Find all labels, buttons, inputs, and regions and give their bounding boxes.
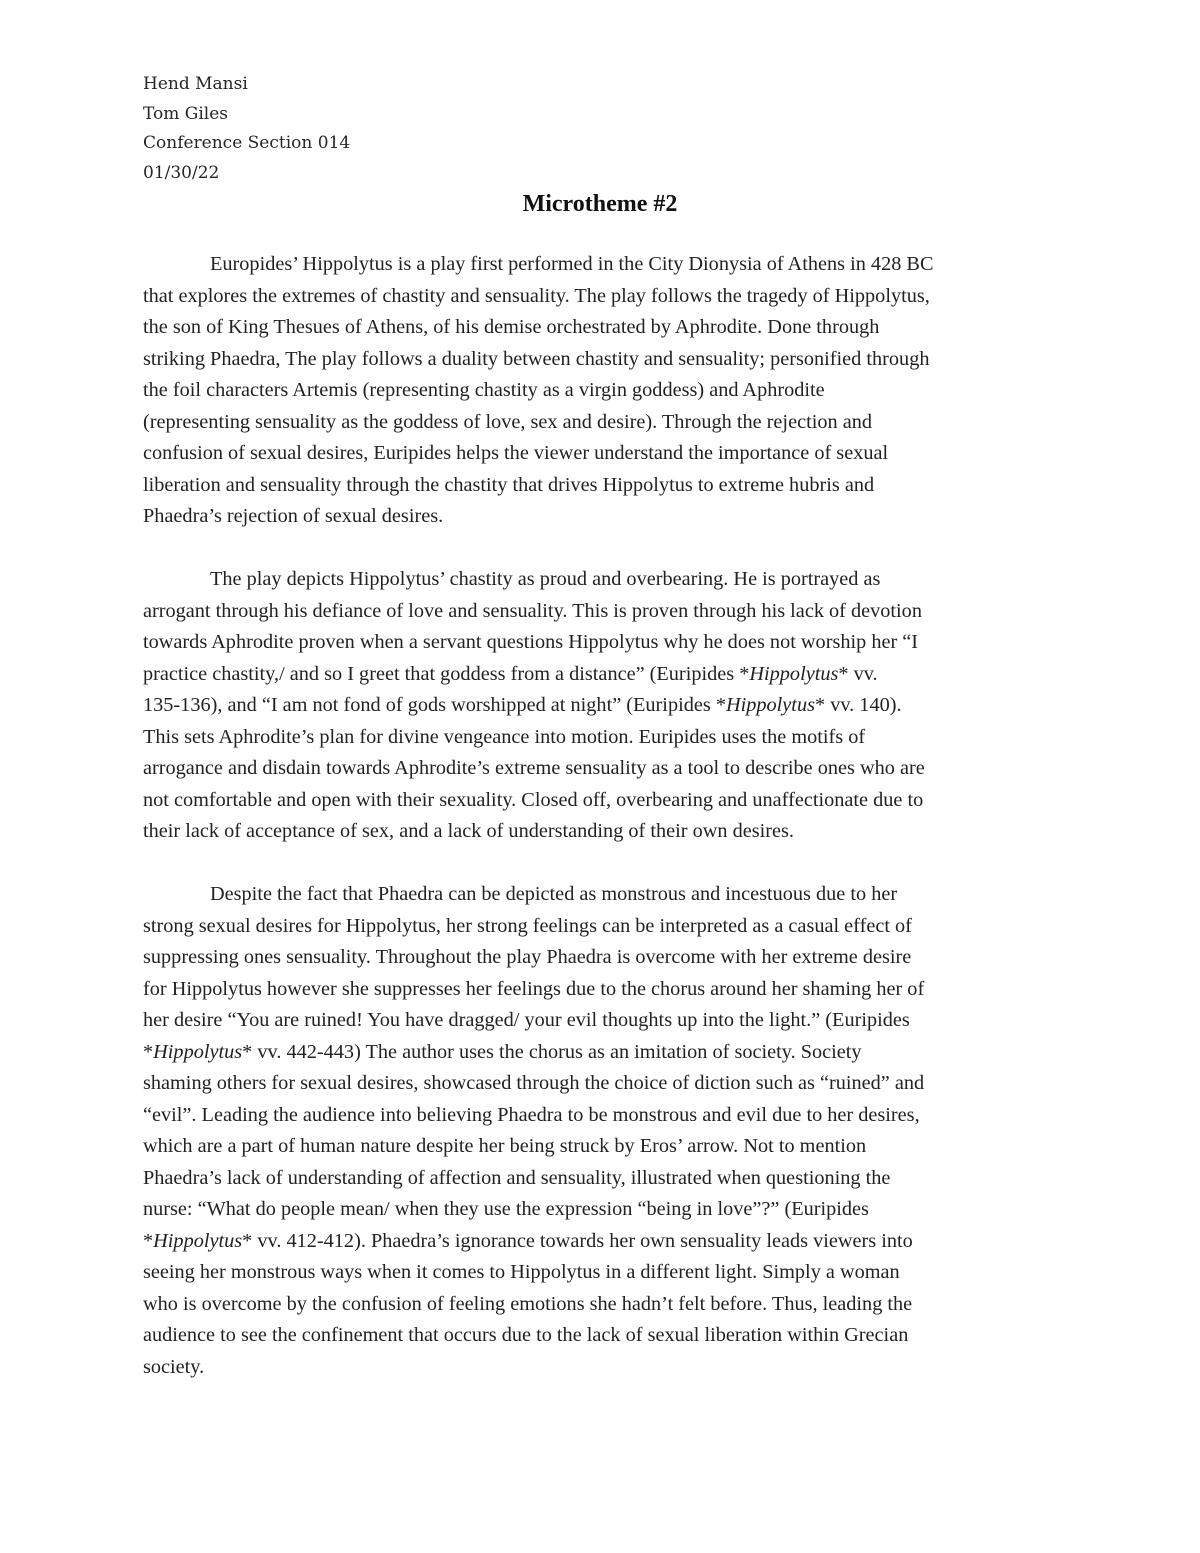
paragraph-3: [143, 879, 1063, 1383]
author-name: Hend Mansi: [143, 74, 248, 94]
text-line: the son of King Thesues of Athens, of his demise orchestrated by Aphrodite. Done through: [143, 316, 880, 338]
text-line: nurse: “What do people mean/ when they use the expression “being in love”?” (Euripides: [143, 1198, 869, 1220]
text-segment: *: [143, 1229, 154, 1252]
text-line: society.: [143, 1355, 205, 1378]
text-line: strong sexual desires for Hippolytus, her strong feelings can be interpreted as a casual effect of: [143, 914, 912, 937]
text-line: for Hippolytus however she suppresses her feelings due to the chorus around her shaming her of: [143, 977, 925, 1000]
paragraph-2: [143, 564, 1063, 848]
page-title: Microtheme #2: [522, 191, 678, 217]
text-line: Phaedra’s rejection of sexual desires.: [143, 505, 444, 527]
text-line: who is overcome by the confusion of feeling emotions she hadn’t felt before. Thus, leading the: [143, 1292, 913, 1315]
text-line: confusion of sexual desires, Euripides helps the viewer understand the importance of sexual: [143, 442, 889, 464]
citation-title: Hippolytus: [725, 694, 815, 716]
text-segment: * vv.: [838, 662, 878, 685]
text-line-with-citation: [143, 1226, 1063, 1258]
text-line: audience to see the confinement that occurs due to the lack of sexual liberation within Grecian: [143, 1324, 909, 1346]
text-line: The play depicts Hippolytus’ chastity as proud and overbearing. He is portrayed as: [210, 568, 881, 590]
text-line: Phaedra’s lack of understanding of affection and sensuality, illustrated when questioning the: [143, 1166, 891, 1189]
text-line: not comfortable and open with their sexuality. Closed off, overbearing and unaffectionate due to: [143, 788, 924, 811]
text-line: Despite the fact that Phaedra can be depicted as monstrous and incestuous due to her: [210, 883, 898, 905]
text-line: shaming others for sexual desires, showcased through the choice of diction such as “ruined” and: [143, 1072, 925, 1094]
text-line: which are a part of human nature despite her being struck by Eros’ arrow. Not to mention: [143, 1135, 867, 1157]
citation-title: Hippolytus: [749, 662, 839, 685]
date: 01/30/22: [143, 162, 220, 183]
text-line: towards Aphrodite proven when a servant questions Hippolytus why he does not worship her “I: [143, 631, 919, 653]
text-line-with-citation: [143, 690, 1063, 722]
text-line: Europides’ Hippolytus is a play first performed in the City Dionysia of Athens in 428 BC: [210, 253, 934, 275]
paragraph-1: [143, 249, 1063, 533]
text-line: their lack of acceptance of sex, and a lack of understanding of their own desires.: [143, 820, 794, 842]
text-line: seeing her monstrous ways when it comes to Hippolytus in a different light. Simply a woman: [143, 1261, 900, 1283]
text-segment: practice chastity,/ and so I greet that goddess from a distance” (Euripides *: [143, 662, 750, 685]
essay-body: [143, 249, 1063, 1415]
text-segment: * vv. 140).: [814, 694, 902, 716]
text-line: the foil characters Artemis (representing chastity as a virgin goddess) and Aphrodite: [143, 379, 825, 401]
text-line: suppressing ones sensuality. Throughout the play Phaedra is overcome with her extreme desire: [143, 946, 912, 968]
text-line: her desire “You are ruined! You have dragged/ your evil thoughts up into the light.” (Euripides: [143, 1009, 910, 1031]
text-line: arrogance and disdain towards Aphrodite’s extreme sensuality as a tool to describe ones who are: [143, 757, 925, 779]
instructor-name: Tom Giles: [143, 103, 229, 124]
text-line: arrogant through his defiance of love and sensuality. This is proven through his lack of devotion: [143, 599, 922, 622]
text-line-with-citation: [143, 1037, 1063, 1069]
text-line: liberation and sensuality through the chastity that drives Hippolytus to extreme hubris and: [143, 473, 875, 496]
header-block: [143, 70, 350, 188]
text-segment: * vv. 442-443) The author uses the chorus as an imitation of society. Society: [242, 1040, 862, 1063]
citation-title: Hippolytus: [153, 1229, 243, 1252]
text-segment: *: [143, 1040, 154, 1063]
text-segment: 135-136), and “I am not fond of gods worshipped at night” (Euripides *: [143, 694, 726, 716]
text-line: that explores the extremes of chastity and sensuality. The play follows the tragedy of Hippolytus,: [143, 284, 930, 307]
citation-title: Hippolytus: [153, 1040, 243, 1063]
text-line: striking Phaedra, The play follows a duality between chastity and sensuality; personified through: [143, 347, 930, 370]
section-name: Conference Section 014: [143, 133, 351, 153]
text-line: (representing sensuality as the goddess of love, sex and desire). Through the rejection and: [143, 410, 872, 433]
text-segment: * vv. 412-412). Phaedra’s ignorance towards her own sensuality leads viewers into: [242, 1229, 913, 1252]
text-line: “evil”. Leading the audience into believing Phaedra to be monstrous and evil due to her desires,: [143, 1103, 920, 1126]
text-line: This sets Aphrodite’s plan for divine vengeance into motion. Euripides uses the motifs of: [143, 725, 866, 748]
text-line-with-citation: [143, 659, 1063, 691]
